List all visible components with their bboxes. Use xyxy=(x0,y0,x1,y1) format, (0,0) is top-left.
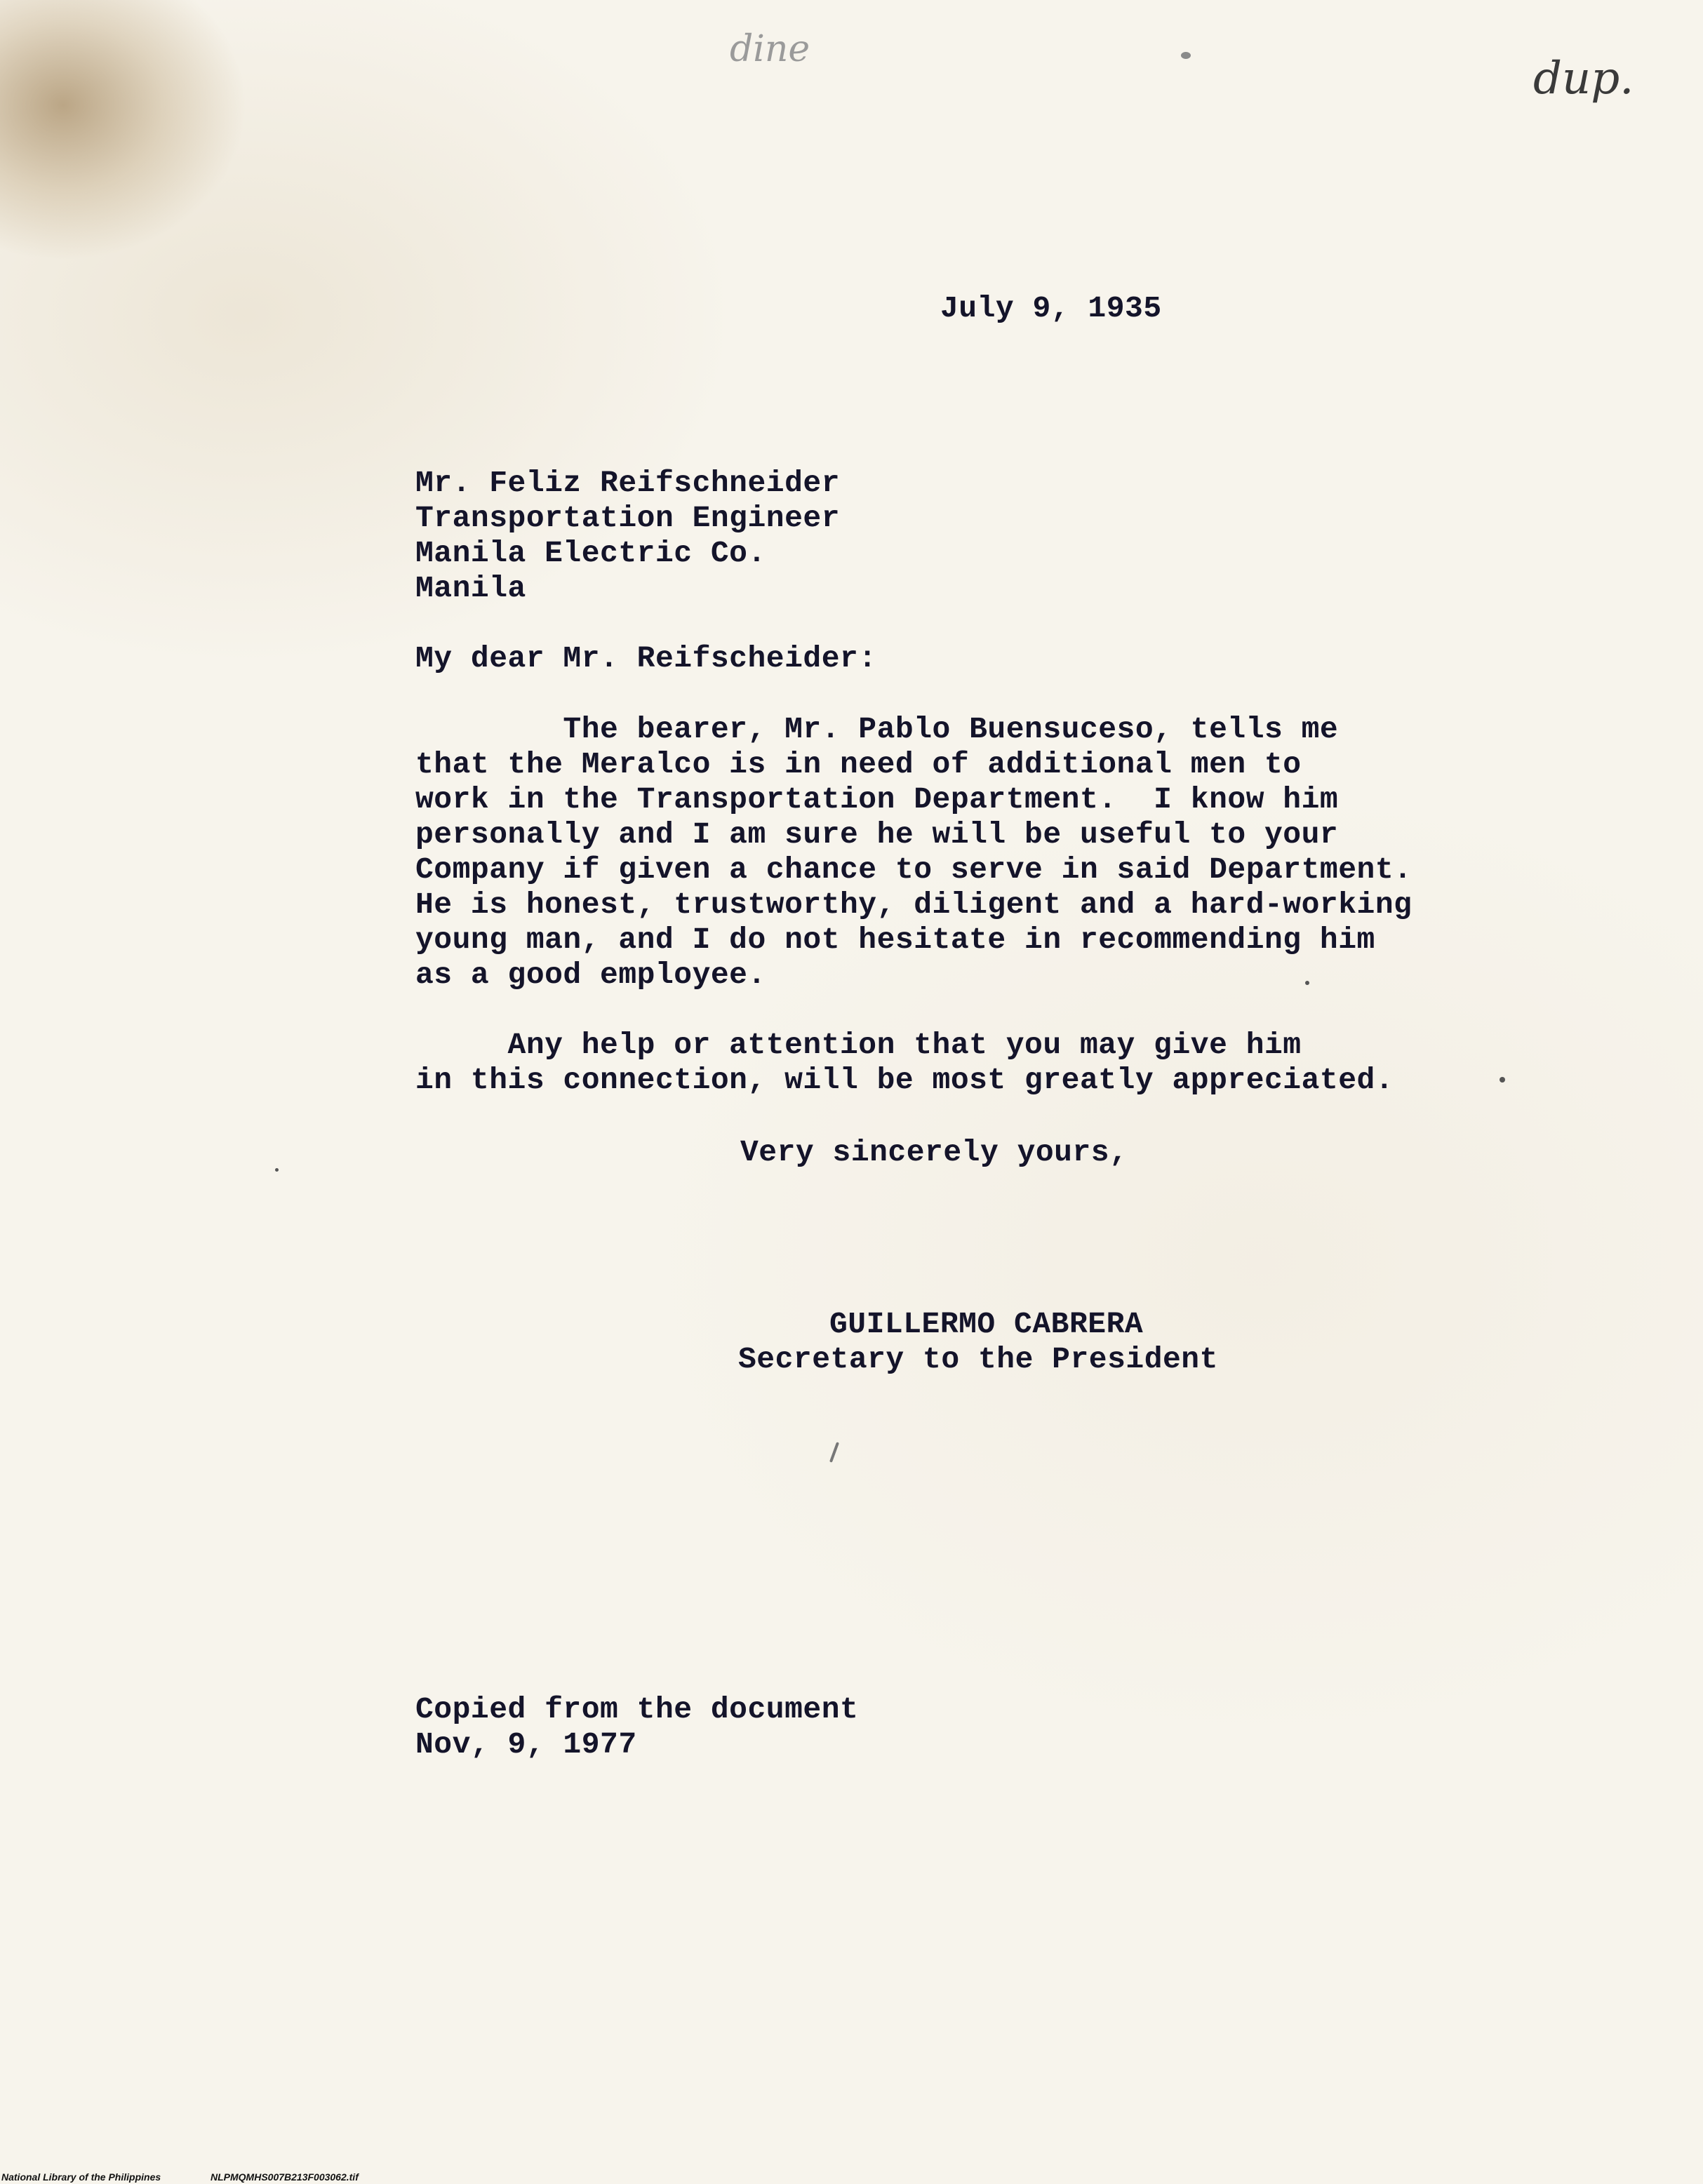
copy-note-line-1: Copied from the document xyxy=(415,1692,859,1727)
paragraph-line: Any help or attention that you may give him xyxy=(415,1028,1302,1062)
paragraph-line: personally and I am sure he will be useful to your xyxy=(415,817,1339,852)
paragraph-line: as a good employee. xyxy=(415,958,766,992)
faint-annotation: dine xyxy=(730,28,810,70)
dup-annotation: dup. xyxy=(1533,53,1634,105)
letter-date: July 9, 1935 xyxy=(940,291,1162,326)
signer-name: GUILLERMO CABRERA xyxy=(829,1307,1144,1341)
copy-note-date: Nov, 9, 1977 xyxy=(415,1727,637,1762)
paper-speck xyxy=(1500,1077,1505,1083)
footer-file-id: NLPMQMHS007B213F003062.tif xyxy=(211,2171,359,2183)
footer-library: National Library of the Philippines xyxy=(1,2171,161,2183)
signer-title: Secretary to the President xyxy=(738,1342,1218,1376)
paper-speck xyxy=(1181,52,1191,59)
recipient-city: Manila xyxy=(415,571,526,605)
paragraph-line: Company if given a chance to serve in said Department. xyxy=(415,852,1413,887)
paragraph-line: that the Meralco is in need of additional men to xyxy=(415,747,1302,782)
paragraph-line: work in the Transportation Department. I know him xyxy=(415,782,1339,817)
paragraph-line: in this connection, will be most greatly appreciated. xyxy=(415,1063,1394,1097)
paper-speck xyxy=(829,1442,839,1463)
salutation: My dear Mr. Reifscheider: xyxy=(415,641,877,676)
recipient-name: Mr. Feliz Reifschneider xyxy=(415,466,840,500)
paragraph-line: The bearer, Mr. Pablo Buensuceso, tells me xyxy=(415,712,1339,746)
paragraph-line: young man, and I do not hesitate in recommending him xyxy=(415,923,1375,957)
paragraph-line: He is honest, trustworthy, diligent and a hard-working xyxy=(415,887,1413,922)
closing: Very sincerely yours, xyxy=(740,1135,1128,1170)
paper-speck xyxy=(275,1168,279,1172)
recipient-title: Transportation Engineer xyxy=(415,501,840,535)
recipient-company: Manila Electric Co. xyxy=(415,536,766,570)
paper-speck xyxy=(1305,981,1309,985)
